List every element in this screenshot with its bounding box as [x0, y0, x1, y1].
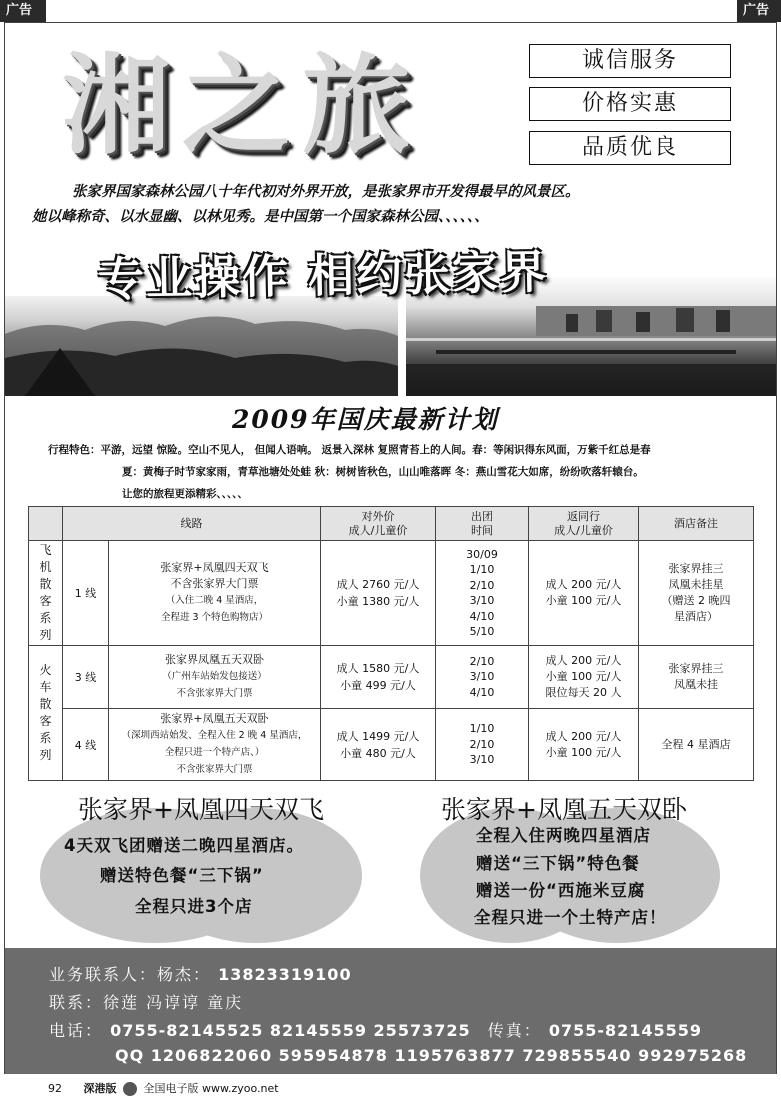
brand-logo: 湘之旅	[62, 43, 423, 169]
slogan-banner: 专业操作 相约张家界	[97, 244, 549, 307]
route-cell: 张家界凤凰五天双卧 （广州车站始发包接送） 不含张家界大门票	[109, 646, 321, 709]
contact-panel	[5, 948, 776, 1074]
header-departure: 出团 时间	[436, 507, 529, 541]
intro-line-1: 张家界国家森林公园八十年代初对外界开放，是张家界市开发得最早的风景区。	[72, 184, 580, 200]
route-cell: 张家界+凤凰五天双卧 （深圳西站始发、全程入住 2 晚 4 星酒店， 全程只进一个特产店、） 不含张家界大门票	[109, 709, 321, 781]
promise-box-price: 价格实惠	[529, 87, 731, 121]
header-ext-price: 对外价 成人/儿童价	[321, 507, 436, 541]
promo-left-title: 张家界+凤凰四天双飞	[78, 795, 324, 824]
features-line-1: 行程特色：平游，远望 惊险。空山不见人， 但闻人语响。 返景入深林 复照青苔上的人间。春：等闲识得东风面，万紫千红总是春	[48, 444, 651, 456]
promo-right-line: 赠送“三下锅”特色餐	[476, 854, 640, 873]
sales-phone: 13823319100	[218, 965, 352, 984]
promo-right-line: 赠送一份“西施米豆腐	[476, 881, 646, 900]
edition-label: 深港版	[83, 1082, 117, 1095]
phone-numbers: 0755-82145525 82145559 25573725	[110, 1021, 471, 1040]
ext-price-cell: 成人 2760 元/人 小童 1380 元/人	[321, 541, 436, 646]
fax-number: 0755-82145559	[548, 1021, 703, 1040]
header-hotel: 酒店备注	[639, 507, 754, 541]
intro-line-2: 她以峰称奇、以水显幽、以林见秀。是中国第一个国家森林公园、、、、、、	[32, 209, 489, 225]
page-number: 92	[48, 1082, 62, 1095]
header-peer-price: 返同行 成人/儿童价	[529, 507, 639, 541]
ad-tag-left: 广告	[0, 0, 46, 22]
qq-line	[115, 1046, 747, 1065]
qq-numbers: QQ 1206822060 595954878 1195763877 729855540 992975268	[115, 1046, 748, 1065]
hotel-note-cell: 张家界挂三 凤凰未挂	[639, 646, 754, 709]
ext-price-cell: 成人 1580 元/人 小童 499 元/人	[321, 646, 436, 709]
logo-mark-icon	[123, 1082, 137, 1096]
contact-names: 联系：徐莲 冯谆谆 童庆	[49, 993, 244, 1012]
ad-tag-right: 广告	[737, 0, 781, 22]
features-line-2: 夏：黄梅子时节家家雨，青草池塘处处蛙 秋：树树皆秋色，山山唯落晖 冬：燕山雪花大如席，纷纷吹落轩辕台。	[122, 466, 644, 478]
peer-price-cell: 成人 200 元/人 小童 100 元/人	[529, 541, 639, 646]
phone-line: 电话： 0755-82145525 82145559 25573725 传真： 0755-82145559	[49, 1021, 703, 1040]
site-label: 全国电子版 www.zyoo.net	[143, 1082, 279, 1095]
route-cell: 张家界+凤凰四天双飞 不含张家界大门票 （入住二晚 4 星酒店， 全程进 3 个特色购物店）	[109, 541, 321, 646]
departure-dates-cell: 30/09 1/10 2/10 3/10 4/10 5/10	[436, 541, 529, 646]
peer-price-cell: 成人 200 元/人 小童 100 元/人 限位每天 20 人	[529, 646, 639, 709]
table-header-row	[29, 507, 754, 541]
hotel-note-cell: 张家界挂三 凤凰未挂星 （赠送 2 晚四 星酒店）	[639, 541, 754, 646]
header-blank	[29, 507, 63, 541]
departure-dates-cell: 2/10 3/10 4/10	[436, 646, 529, 709]
promo-left-line: 赠送特色餐“三下锅”	[100, 866, 264, 885]
hotel-note-cell: 全程 4 星酒店	[639, 709, 754, 781]
promo-right-line: 全程只进一个土特产店！	[474, 908, 667, 927]
table-row	[29, 646, 754, 709]
peer-price-cell: 成人 200 元/人 小童 100 元/人	[529, 709, 639, 781]
departure-dates-cell: 1/10 2/10 3/10	[436, 709, 529, 781]
promo-right-title: 张家界+凤凰五天双卧	[441, 795, 687, 824]
header-route: 线路	[63, 507, 321, 541]
table-row	[29, 541, 754, 646]
features-line-3: 让您的旅程更添精彩、、、、、	[122, 488, 248, 500]
route-number: 4 线	[63, 709, 109, 781]
route-number: 3 线	[63, 646, 109, 709]
table-row	[29, 709, 754, 781]
category-flight: 飞机散客系列	[29, 541, 63, 646]
route-number: 1 线	[63, 541, 109, 646]
plan-title: 2009年国庆最新计划	[232, 405, 499, 434]
page-footer	[48, 1080, 279, 1096]
promo-left-line: 4天双飞团赠送二晚四星酒店。	[64, 836, 304, 855]
sales-contact: 业务联系人：杨杰： 13823319100	[49, 965, 352, 984]
category-train: 火车散客系列	[29, 646, 63, 781]
promise-box-service: 诚信服务	[529, 44, 731, 78]
promise-box-quality: 品质优良	[529, 131, 731, 165]
price-table	[28, 506, 754, 781]
ext-price-cell: 成人 1499 元/人 小童 480 元/人	[321, 709, 436, 781]
promo-right-line: 全程入住两晚四星酒店	[476, 826, 651, 845]
promo-left-line: 全程只进3个店	[135, 897, 253, 916]
